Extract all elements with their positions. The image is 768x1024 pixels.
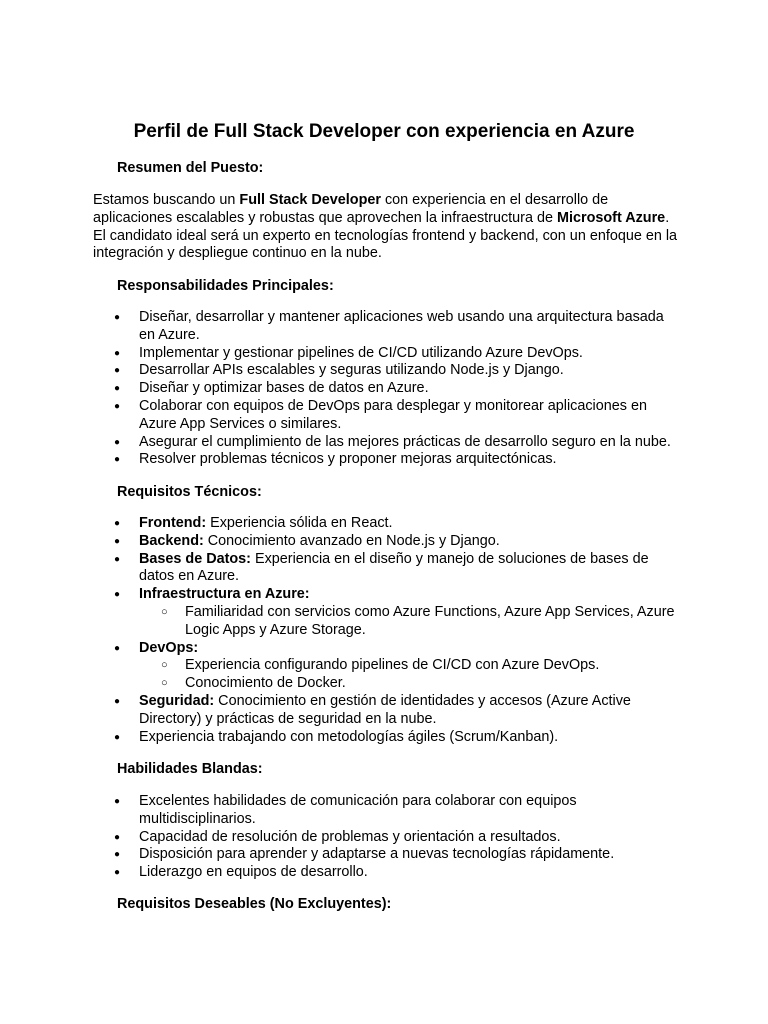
- list-item: ● Diseñar, desarrollar y mantener aplicaciones web usando una arquitectura basada en Azure.: [93, 309, 683, 345]
- list-item-devops: [93, 640, 683, 693]
- infrastructure-sublist: [139, 604, 683, 640]
- frontend-label: Frontend:: [139, 515, 207, 531]
- list-item: ● Asegurar el cumplimiento de las mejores prácticas de desarrollo seguro en la nube.: [93, 434, 683, 452]
- summary-text-1: Estamos buscando un: [93, 192, 240, 208]
- list-item: ● Implementar y gestionar pipelines de CI/CD utilizando Azure DevOps.: [93, 345, 683, 363]
- sublist-item: ○ Experiencia configurando pipelines de CI/CD con Azure DevOps.: [139, 657, 683, 675]
- list-item-backend: [93, 533, 683, 551]
- soft-skills-list: [93, 793, 683, 882]
- databases-text: Experiencia en el diseño y manejo de soluciones de bases de datos en Azure.: [139, 550, 649, 585]
- summary-paragraph: [93, 192, 683, 263]
- summary-text-2: con experiencia en el desarrollo de aplicaciones escalables y robustas que aprovechen la infraestructura de: [93, 192, 609, 226]
- list-item: ● Capacidad de resolución de problemas y orientación a resultados.: [93, 829, 683, 847]
- summary-heading: Resumen del Puesto:: [117, 160, 264, 176]
- desirable-heading: Requisitos Deseables (No Excluyentes):: [117, 896, 392, 912]
- responsibilities-list: [93, 309, 683, 469]
- list-item-frontend: [93, 515, 683, 533]
- list-item: ● Diseñar y optimizar bases de datos en Azure.: [93, 380, 683, 398]
- technical-heading: Requisitos Técnicos:: [117, 484, 262, 500]
- security-text: Conocimiento en gestión de identidades y accesos (Azure Active Directory) y prácticas de seguridad en la nube.: [139, 692, 631, 727]
- responsibilities-heading: Responsabilidades Principales:: [117, 278, 334, 294]
- devops-label: DevOps:: [139, 639, 199, 656]
- backend-label: Backend:: [139, 532, 204, 549]
- list-item: ● Colaborar con equipos de DevOps para desplegar y monitorear aplicaciones en Azure App Services o similares.: [93, 398, 683, 434]
- security-label: Seguridad:: [139, 692, 215, 709]
- list-item: ● Liderazgo en equipos de desarrollo.: [93, 864, 683, 882]
- frontend-text: Experiencia sólida en React.: [206, 515, 393, 531]
- summary-text-3: . El candidato ideal será un experto en tecnologías frontend y backend, con un enfoque en la integración y despliegue continuo en la nube.: [93, 209, 678, 262]
- list-item-databases: [93, 551, 683, 587]
- list-item-security: [93, 693, 683, 729]
- sublist-item: ○ Familiaridad con servicios como Azure Functions, Azure App Services, Azure Logic Apps y Azure Storage.: [139, 604, 683, 640]
- sublist-item: ○ Conocimiento de Docker.: [139, 675, 683, 693]
- infrastructure-label: Infraestructura en Azure:: [139, 586, 310, 603]
- list-item-agile: ● Experiencia trabajando con metodologías ágiles (Scrum/Kanban).: [93, 729, 683, 747]
- summary-bold-azure: Microsoft Azure: [556, 209, 666, 226]
- summary-bold-role: Full Stack Developer: [239, 192, 381, 208]
- list-item: ● Disposición para aprender y adaptarse a nuevas tecnologías rápidamente.: [93, 846, 683, 864]
- devops-sublist: [139, 657, 683, 693]
- list-item: ● Resolver problemas técnicos y proponer mejoras arquitectónicas.: [93, 451, 683, 469]
- databases-label: Bases de Datos:: [139, 550, 251, 567]
- soft-skills-heading: Habilidades Blandas:: [117, 761, 263, 777]
- list-item: ● Excelentes habilidades de comunicación para colaborar con equipos multidisciplinarios.: [93, 793, 683, 829]
- page-title: Perfil de Full Stack Developer con experiencia en Azure: [133, 121, 635, 142]
- backend-text: Conocimiento avanzado en Node.js y Django.: [203, 532, 500, 549]
- list-item: ● Desarrollar APIs escalables y seguras utilizando Node.js y Django.: [93, 362, 683, 380]
- technical-list: [93, 515, 683, 746]
- list-item-infrastructure: [93, 586, 683, 639]
